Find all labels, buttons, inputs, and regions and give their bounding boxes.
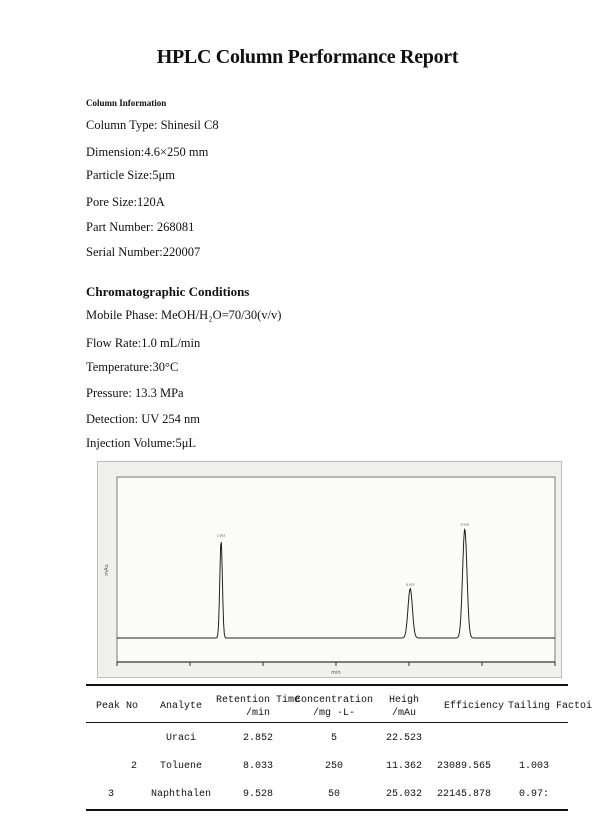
column-type: Column Type: Shinesil C8	[86, 118, 219, 132]
x-axis-label: min	[331, 670, 341, 676]
header-efficiency: Efficiency	[443, 701, 505, 712]
dimension: Dimension:4.6×250 mm	[86, 145, 209, 159]
row3-efficiency: 22145.878	[436, 789, 492, 800]
serial-number: Serial Number:220007	[86, 245, 201, 259]
row1-retention-time: 2.852	[242, 733, 274, 744]
plot-area	[117, 477, 555, 662]
header-retention-time	[216, 694, 300, 720]
mobile-phase: Mobile Phase: MeOH/H₂O=70/30(v/v)	[86, 308, 282, 322]
header-concentration-line2: /mg ·L-	[312, 708, 356, 719]
table-bottom-rule	[86, 809, 568, 811]
header-retention-time-line2: /min	[245, 708, 271, 719]
row3-tailing: 0.97:	[518, 789, 550, 800]
header-tailing: Tailing Factoi	[508, 701, 593, 712]
column-info-heading: Column Information	[86, 98, 167, 108]
detection: Detection: UV 254 nm	[86, 412, 200, 426]
pore-size: Pore Size:120A	[86, 195, 165, 209]
row3-retention-time: 9.528	[242, 789, 274, 800]
temperature: Temperature:30°C	[86, 360, 179, 374]
header-peak-no: Peak No	[95, 701, 139, 712]
row1-height: 22.523	[385, 733, 423, 744]
row2-concentration: 250	[324, 761, 344, 772]
peak-label: 8.033	[405, 582, 415, 587]
peak-label: 2.852	[216, 533, 226, 538]
row2-tailing: 1.003	[518, 761, 550, 772]
flow-rate: Flow Rate:1.0 mL/min	[86, 336, 201, 350]
table-top-rule	[86, 684, 568, 686]
row2-efficiency: 23089.565	[436, 761, 492, 772]
table-header-rule	[86, 722, 568, 723]
particle-size: Particle Size:5μm	[86, 168, 175, 182]
y-axis-label: mAu	[104, 564, 110, 576]
peak-label: 9.528	[460, 522, 470, 527]
row3-peak-no: 3	[107, 789, 115, 800]
row2-analyte: Toluene	[159, 761, 203, 772]
row3-height: 25.032	[385, 789, 423, 800]
header-height-line1: Heigh	[388, 695, 420, 706]
row3-concentration: 50	[327, 789, 341, 800]
row1-concentration: 5	[330, 733, 338, 744]
chromatogram	[97, 461, 562, 678]
injection-volume: Injection Volume:5μL	[86, 436, 197, 450]
chromatogram-plot	[98, 462, 563, 679]
header-height	[389, 694, 419, 720]
row2-height: 11.362	[385, 761, 423, 772]
row2-retention-time: 8.033	[242, 761, 274, 772]
pressure: Pressure: 13.3 MPa	[86, 386, 184, 400]
header-retention-time-line1: Retention Time	[215, 695, 301, 706]
header-concentration-line1: Concentration	[294, 695, 374, 706]
row1-analyte: Uraci	[165, 733, 197, 744]
header-analyte: Analyte	[159, 701, 203, 712]
report-title: HPLC Column Performance Report	[156, 46, 459, 68]
part-number: Part Number: 268081	[86, 220, 195, 234]
header-concentration	[295, 694, 373, 720]
conditions-heading: Chromatographic Conditions	[86, 284, 250, 299]
row2-peak-no: 2	[130, 761, 138, 772]
header-height-line2: /mAu	[391, 708, 417, 719]
row3-analyte: Naphthalen	[150, 789, 212, 800]
